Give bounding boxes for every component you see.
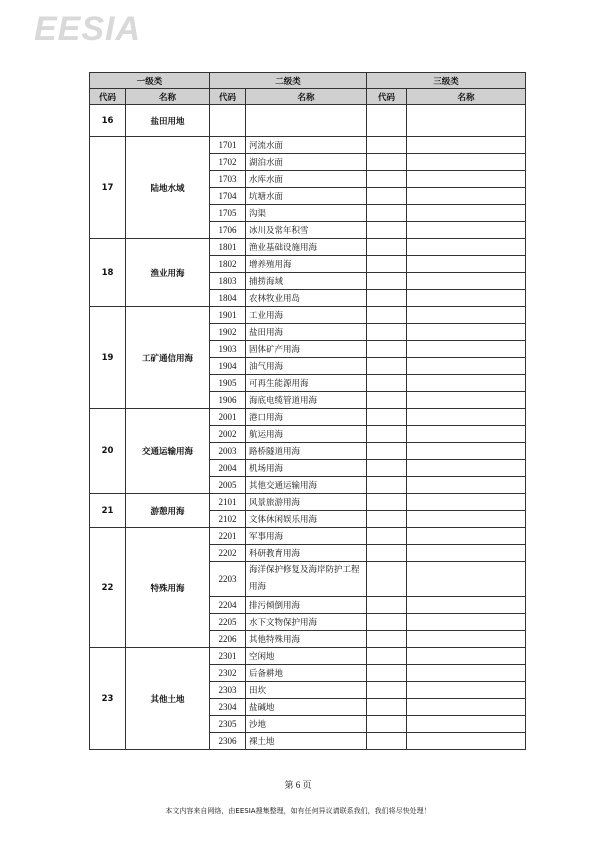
footer-note: 本文内容来自网络，由EESIA搜集整理，如有任何异议请联系我们，我们将尽快处理！ xyxy=(165,807,431,815)
level3-code-cell xyxy=(367,528,407,545)
level3-name-cell xyxy=(407,222,526,239)
level3-code-cell xyxy=(367,682,407,699)
level3-code-cell xyxy=(367,375,407,392)
level2-name-cell: 空闲地 xyxy=(246,648,367,665)
level2-code-cell: 1802 xyxy=(210,256,246,273)
level2-code-cell: 2003 xyxy=(210,443,246,460)
level3-code-cell xyxy=(367,562,407,597)
level2-name-cell: 排污倾倒用海 xyxy=(246,597,367,614)
level2-code-cell: 1801 xyxy=(210,239,246,256)
level3-name-cell xyxy=(407,477,526,494)
level1-code-cell: 16 xyxy=(90,105,126,137)
level2-code-cell: 2205 xyxy=(210,614,246,631)
level3-name-cell xyxy=(407,171,526,188)
level3-name-cell xyxy=(407,716,526,733)
level2-name-cell: 港口用海 xyxy=(246,409,367,426)
level3-name-cell xyxy=(407,426,526,443)
level2-code-cell: 1905 xyxy=(210,375,246,392)
level3-name-cell xyxy=(407,324,526,341)
level2-name-cell: 后备耕地 xyxy=(246,665,367,682)
table-row xyxy=(90,494,526,511)
header-row-columns xyxy=(90,89,526,105)
level3-name-cell xyxy=(407,273,526,290)
level2-name-cell: 渔业基础设施用海 xyxy=(246,239,367,256)
level3-code-cell xyxy=(367,273,407,290)
level2-code-cell: 2005 xyxy=(210,477,246,494)
level1-name-cell: 交通运输用海 xyxy=(126,409,210,494)
level3-code-cell xyxy=(367,511,407,528)
level3-code-cell xyxy=(367,137,407,154)
level3-code-cell xyxy=(367,716,407,733)
table-row xyxy=(90,137,526,154)
level3-name-cell xyxy=(407,545,526,562)
level3-code-cell xyxy=(367,324,407,341)
table-row xyxy=(90,528,526,545)
level2-code-cell: 2206 xyxy=(210,631,246,648)
level3-code-cell xyxy=(367,733,407,750)
level2-code-cell: 1803 xyxy=(210,273,246,290)
page-number: 第 6 页 xyxy=(284,780,312,790)
level2-name-cell: 其他特殊用海 xyxy=(246,631,367,648)
level1-code-cell: 22 xyxy=(90,528,126,648)
level3-name-cell xyxy=(407,562,526,597)
level2-header: 二级类 xyxy=(210,73,367,89)
level2-code-header: 代码 xyxy=(210,89,246,105)
level2-code-cell: 1804 xyxy=(210,290,246,307)
level3-code-cell xyxy=(367,105,407,137)
level3-code-header: 代码 xyxy=(367,89,407,105)
level2-name-cell: 坑塘水面 xyxy=(246,188,367,205)
level2-name-cell: 农林牧业用岛 xyxy=(246,290,367,307)
level2-name-cell: 沟渠 xyxy=(246,205,367,222)
level2-code-cell: 1904 xyxy=(210,358,246,375)
level3-name-cell xyxy=(407,631,526,648)
level1-name-cell: 渔业用海 xyxy=(126,239,210,307)
level2-name-cell: 捕捞海域 xyxy=(246,273,367,290)
level1-name-cell: 特殊用海 xyxy=(126,528,210,648)
level3-code-cell xyxy=(367,665,407,682)
level3-name-header: 名称 xyxy=(407,89,526,105)
level1-code-cell: 20 xyxy=(90,409,126,494)
level3-code-cell xyxy=(367,597,407,614)
level2-name-cell: 海洋保护修复及海岸防护工程用海 xyxy=(246,562,367,597)
level3-name-cell xyxy=(407,205,526,222)
level2-code-cell: 2002 xyxy=(210,426,246,443)
level2-code-cell: 2305 xyxy=(210,716,246,733)
level2-code-cell: 2001 xyxy=(210,409,246,426)
table-row xyxy=(90,409,526,426)
level3-name-cell xyxy=(407,699,526,716)
level3-name-cell xyxy=(407,665,526,682)
level3-name-cell xyxy=(407,105,526,137)
level2-name-cell xyxy=(246,105,367,137)
level3-code-cell xyxy=(367,188,407,205)
level2-name-cell: 可再生能源用海 xyxy=(246,375,367,392)
level3-name-cell xyxy=(407,239,526,256)
level2-code-cell: 2201 xyxy=(210,528,246,545)
level2-name-header: 名称 xyxy=(246,89,367,105)
level2-name-cell: 田坎 xyxy=(246,682,367,699)
level2-code-cell: 2004 xyxy=(210,460,246,477)
level3-code-cell xyxy=(367,477,407,494)
level2-name-cell: 机场用海 xyxy=(246,460,367,477)
level3-name-cell xyxy=(407,733,526,750)
level1-code-cell: 21 xyxy=(90,494,126,528)
level2-code-cell xyxy=(210,105,246,137)
level3-code-cell xyxy=(367,426,407,443)
level2-name-cell: 油气用海 xyxy=(246,358,367,375)
level1-name-cell: 其他土地 xyxy=(126,648,210,750)
level3-name-cell xyxy=(407,409,526,426)
level1-name-cell: 工矿通信用海 xyxy=(126,307,210,409)
level1-code-cell: 17 xyxy=(90,137,126,239)
level2-name-cell: 水下文物保护用海 xyxy=(246,614,367,631)
level3-code-cell xyxy=(367,358,407,375)
level2-name-cell: 路桥隧道用海 xyxy=(246,443,367,460)
level2-name-cell: 河流水面 xyxy=(246,137,367,154)
level2-name-cell: 盐碱地 xyxy=(246,699,367,716)
level3-name-cell xyxy=(407,358,526,375)
level3-code-cell xyxy=(367,171,407,188)
level2-code-cell: 1704 xyxy=(210,188,246,205)
level3-code-cell xyxy=(367,222,407,239)
level3-name-cell xyxy=(407,375,526,392)
level2-code-cell: 2203 xyxy=(210,562,246,597)
level3-code-cell xyxy=(367,631,407,648)
level2-code-cell: 2304 xyxy=(210,699,246,716)
level2-code-cell: 1705 xyxy=(210,205,246,222)
level3-name-cell xyxy=(407,511,526,528)
level2-code-cell: 2301 xyxy=(210,648,246,665)
level3-name-cell xyxy=(407,188,526,205)
level3-name-cell xyxy=(407,648,526,665)
level2-name-cell: 增养殖用海 xyxy=(246,256,367,273)
level3-code-cell xyxy=(367,239,407,256)
level1-name-header: 名称 xyxy=(126,89,210,105)
level3-name-cell xyxy=(407,460,526,477)
level2-code-cell: 1906 xyxy=(210,392,246,409)
level2-name-cell: 水库水面 xyxy=(246,171,367,188)
level1-name-cell: 陆地水域 xyxy=(126,137,210,239)
level3-name-cell xyxy=(407,154,526,171)
level2-code-cell: 1702 xyxy=(210,154,246,171)
level3-code-cell xyxy=(367,392,407,409)
level2-code-cell: 2102 xyxy=(210,511,246,528)
header-row-levels xyxy=(90,73,526,89)
level1-code-header: 代码 xyxy=(90,89,126,105)
level2-code-cell: 1703 xyxy=(210,171,246,188)
level2-name-cell: 文体休闲娱乐用海 xyxy=(246,511,367,528)
level3-name-cell xyxy=(407,528,526,545)
eesia-logo: EESIA xyxy=(34,10,142,48)
level3-name-cell xyxy=(407,597,526,614)
level2-code-cell: 2204 xyxy=(210,597,246,614)
level1-name-cell: 游憩用海 xyxy=(126,494,210,528)
level2-code-cell: 1902 xyxy=(210,324,246,341)
level2-code-cell: 2101 xyxy=(210,494,246,511)
level3-code-cell xyxy=(367,443,407,460)
level1-code-cell: 19 xyxy=(90,307,126,409)
level2-code-cell: 2202 xyxy=(210,545,246,562)
table-body xyxy=(90,105,526,750)
level2-name-cell: 裸土地 xyxy=(246,733,367,750)
level3-name-cell xyxy=(407,290,526,307)
level3-name-cell xyxy=(407,392,526,409)
level2-name-cell: 军事用海 xyxy=(246,528,367,545)
level2-name-cell: 其他交通运输用海 xyxy=(246,477,367,494)
table-row xyxy=(90,105,526,137)
level2-code-cell: 2303 xyxy=(210,682,246,699)
level2-name-cell: 科研教育用海 xyxy=(246,545,367,562)
level1-header: 一级类 xyxy=(90,73,210,89)
level3-code-cell xyxy=(367,614,407,631)
level1-name-cell: 盐田用地 xyxy=(126,105,210,137)
level3-code-cell xyxy=(367,290,407,307)
level2-name-cell: 沙地 xyxy=(246,716,367,733)
level3-code-cell xyxy=(367,205,407,222)
level2-name-cell: 工业用海 xyxy=(246,307,367,324)
level3-name-cell xyxy=(407,341,526,358)
level1-code-cell: 18 xyxy=(90,239,126,307)
level3-code-cell xyxy=(367,699,407,716)
level2-code-cell: 1701 xyxy=(210,137,246,154)
level2-code-cell: 2302 xyxy=(210,665,246,682)
level3-code-cell xyxy=(367,460,407,477)
level2-code-cell: 1901 xyxy=(210,307,246,324)
level2-name-cell: 湖泊水面 xyxy=(246,154,367,171)
level3-name-cell xyxy=(407,682,526,699)
level3-code-cell xyxy=(367,409,407,426)
level2-code-cell: 2306 xyxy=(210,733,246,750)
level3-code-cell xyxy=(367,648,407,665)
level3-code-cell xyxy=(367,154,407,171)
level3-name-cell xyxy=(407,443,526,460)
level3-name-cell xyxy=(407,307,526,324)
table-row xyxy=(90,239,526,256)
level3-name-cell xyxy=(407,256,526,273)
level3-name-cell xyxy=(407,614,526,631)
level3-code-cell xyxy=(367,545,407,562)
level2-code-cell: 1706 xyxy=(210,222,246,239)
level2-name-cell: 海底电缆管道用海 xyxy=(246,392,367,409)
level2-name-cell: 盐田用海 xyxy=(246,324,367,341)
table-row xyxy=(90,307,526,324)
level2-code-cell: 1903 xyxy=(210,341,246,358)
level3-header: 三级类 xyxy=(367,73,526,89)
level2-name-cell: 冰川及常年积雪 xyxy=(246,222,367,239)
level3-code-cell xyxy=(367,341,407,358)
level2-name-cell: 固体矿产用海 xyxy=(246,341,367,358)
level3-name-cell xyxy=(407,137,526,154)
level3-name-cell xyxy=(407,494,526,511)
level3-code-cell xyxy=(367,256,407,273)
level2-name-cell: 航运用海 xyxy=(246,426,367,443)
land-classification-table xyxy=(89,72,526,750)
level2-name-cell: 风景旅游用海 xyxy=(246,494,367,511)
level3-code-cell xyxy=(367,307,407,324)
level1-code-cell: 23 xyxy=(90,648,126,750)
table-row xyxy=(90,648,526,665)
level3-code-cell xyxy=(367,494,407,511)
